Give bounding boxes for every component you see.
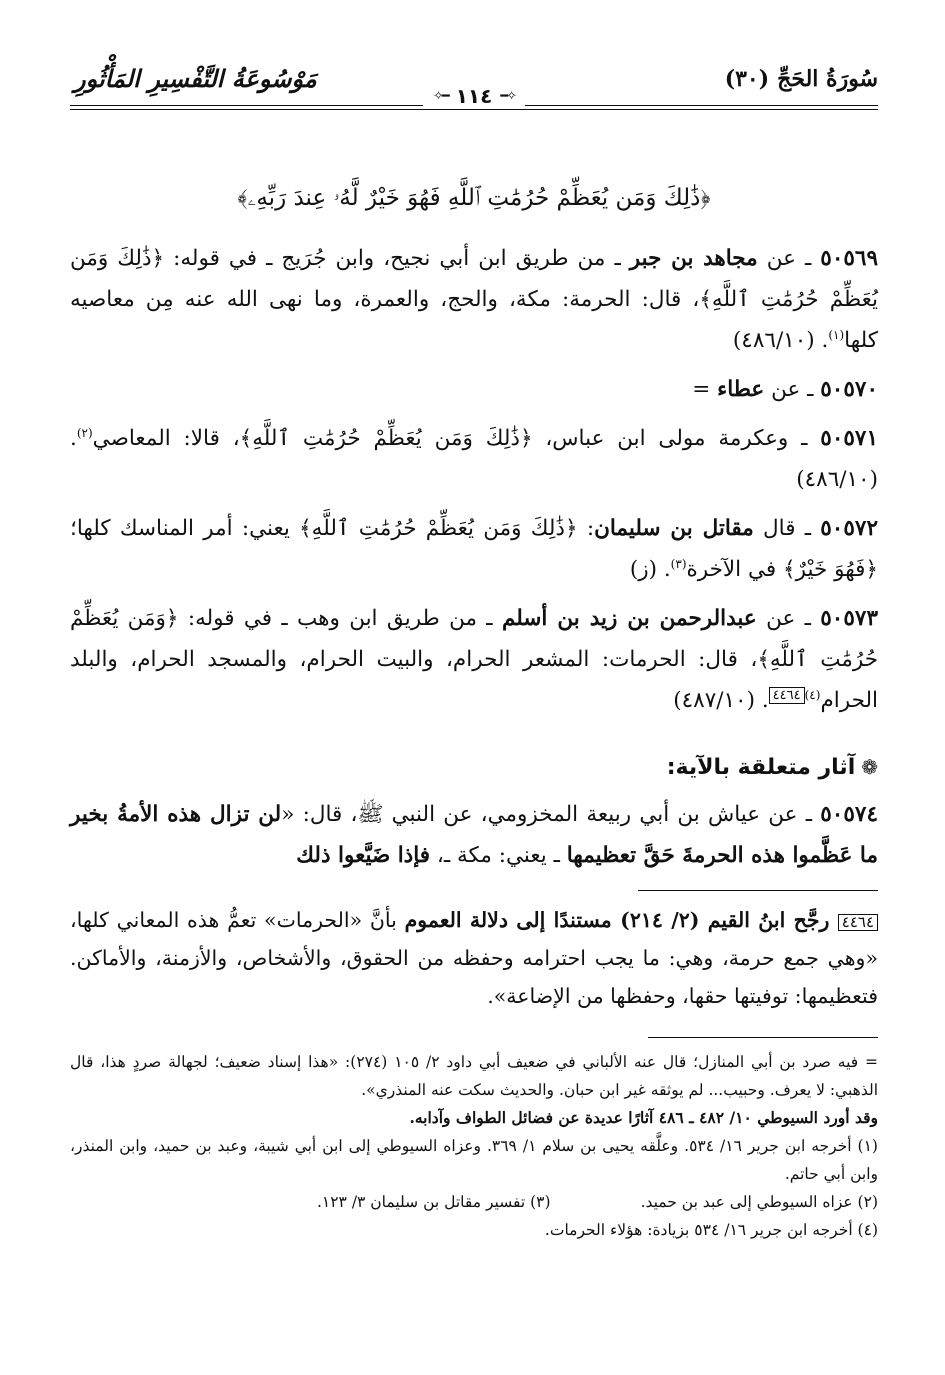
footnote-note: وقد أورد السيوطي ١٠/ ٤٨٢ ـ ٤٨٦ آثارًا عديدة عن فضائل الطواف وآدابه. bbox=[409, 1108, 878, 1127]
volume-reference: . (ز) bbox=[629, 557, 671, 582]
quran-quote: ﴿فَهُوَ خَيْرٌ﴾ bbox=[783, 557, 878, 582]
entry-number: ٥٠٥٧٣ bbox=[820, 606, 878, 631]
book-page bbox=[70, 62, 878, 1352]
footnote-continuation: = فيه صرد بن أبي المنازل؛ قال عنه الألباني في ضعيف أبي داود ٢/ ١٠٥ (٢٧٤): «هذا إسناد ضعيف؛ لجهالة صردٍ هذا، قال الذهبي: لا يعرف. وحبيب... لم يوثقه غير ابن حبان. والحديث سكت عنه المنذري». bbox=[70, 1053, 879, 1099]
surah-number: (٣٠) bbox=[724, 66, 770, 92]
entry-number: ٥٠٥٦٩ bbox=[820, 246, 879, 271]
page-header bbox=[70, 62, 878, 106]
entry-number: ٥٠٥٧١ bbox=[820, 426, 879, 451]
hadith-text: لن تزال هذه الأمةُ بخير ما عَظَّموا هذه الحرمةَ حَقَّ تعظيمها bbox=[70, 802, 878, 868]
narration-entry: ٥٠٥٧٠ ـ عن عطاء = bbox=[692, 377, 878, 402]
footnote-marker: (٢) bbox=[76, 425, 93, 440]
page-number-block bbox=[423, 84, 525, 108]
footnote-marker: (١) bbox=[828, 327, 845, 342]
narrator-name: عبدالرحمن بن زيد بن أسلم bbox=[501, 606, 757, 631]
narrator-name: مقاتل بن سليمان bbox=[594, 516, 754, 541]
footnote-marker: (٣) bbox=[670, 556, 687, 571]
quran-quote: ﴿ذَٰلِكَ وَمَن يُعَظِّمْ حُرُمَٰتِ ٱللَّهِ﴾ bbox=[299, 516, 578, 541]
footnote-row bbox=[70, 1188, 878, 1216]
verse-heading: ﴿ذَٰلِكَ وَمَن يُعَظِّمْ حُرُمَٰتِ ٱللَّهِ فَهُوَ خَيْرٌ لَّهُۥ عِندَ رَبِّهِۦ﴾ bbox=[237, 185, 711, 211]
narration-entry: ٥٠٥٧٣ ـ عن عبدالرحمن بن زيد بن أسلم ـ من طريق ابن وهب ـ في قوله: ﴿وَمَن يُعَظِّمْ حُرُمَٰتِ ٱللَّهِ﴾، قال: الحرمات: المشعر الحرام، والبيت الحرام، والمسجد الحرام، والبلد الحرام$^{(٤)}$٤٤٦٤. (٤٨٧/١٠) bbox=[70, 606, 878, 713]
volume-reference: . (٤٨٦/١٠) bbox=[732, 328, 829, 353]
commentary-box-number: ٤٤٦٤ bbox=[769, 687, 805, 704]
quran-quote: ﴿وَمَن يُعَظِّمْ حُرُمَٰتِ ٱللَّهِ﴾ bbox=[70, 606, 878, 672]
quran-quote: ﴿ذَٰلِكَ وَمَن يُعَظِّمْ حُرُمَٰتِ ٱللَّهِ﴾ bbox=[70, 246, 878, 312]
footnotes bbox=[70, 1048, 878, 1244]
book-title: مَوْسُوعَةُ التَّفْسِيرِ المَأْثُورِ bbox=[74, 64, 317, 93]
flower-icon: ❁ bbox=[861, 755, 878, 779]
footnote-3: (٣) تفسير مقاتل بن سليمان ٣/ ١٢٣. bbox=[316, 1193, 551, 1211]
entry-number: ٥٠٥٧٤ bbox=[820, 802, 878, 827]
narrator-name: عطاء bbox=[717, 377, 765, 402]
volume-reference: . (٤٨٧/١٠) bbox=[673, 688, 769, 713]
commentary-box-number: ٤٤٦٤ bbox=[838, 914, 878, 931]
page-number: ١١٤ bbox=[455, 84, 493, 108]
footnote-marker: (٤) bbox=[804, 687, 821, 702]
footnote-separator bbox=[648, 1037, 878, 1038]
entry-number: ٥٠٥٧٠ bbox=[820, 377, 878, 402]
volume-reference: . (٤٨٦/١٠) bbox=[70, 426, 878, 492]
narration-entry: ٥٠٥٧٤ ـ عن عياش بن أبي ربيعة المخزومي، عن النبي ﷺ، قال: «لن تزال هذه الأمةُ بخير ما عَظَّموا هذه الحرمةَ حَقَّ تعظيمها ـ يعني: مكة ـ، فإذا ضَيَّعوا ذلك bbox=[70, 802, 878, 868]
commentary-block: ٤٤٦٤ رجَّح ابنُ القيم (٢/ ٢١٤) مستندًا إلى دلالة العموم بأنَّ «الحرمات» تعمُّ هذه المعاني كلها، «وهي جمع حرمة، وهي: ما يجب احترامه وحفظه من الحقوق، والأشخاص، والأزمنة، والأماكن. فتعظيمها: توفيتها حقها، وحفظها من الإضاعة». bbox=[70, 908, 878, 1008]
surah-label: سُورَةُ الحَجِّ bbox=[777, 66, 878, 92]
ornament-icon: ━✧ bbox=[432, 88, 448, 104]
quran-quote: ﴿ذَٰلِكَ وَمَن يُعَظِّمْ حُرُمَٰتِ ٱللَّهِ﴾ bbox=[239, 426, 533, 451]
hadith-text: فإذا ضَيَّعوا ذلك bbox=[296, 843, 431, 868]
section-title: ❁آثار متعلقة بالآية: bbox=[666, 755, 878, 780]
footnote-1: (١) أخرجه ابن جرير ١٦/ ٥٣٤. وعلَّقه يحيى بن سلام ١/ ٣٦٩. وعزاه السيوطي إلى ابن أبي شيبة، وعبد بن حميد، وابن المنذر، وابن أبي حاتم. bbox=[70, 1137, 878, 1183]
narration-entry: ٥٠٥٧٢ ـ قال مقاتل بن سليمان: ﴿ذَٰلِكَ وَمَن يُعَظِّمْ حُرُمَٰتِ ٱللَّهِ﴾ يعني: أمر المناسك كلها؛ ﴿فَهُوَ خَيْرٌ﴾ في الآخرة$^{(٣)}$. (ز) bbox=[70, 516, 878, 582]
entry-number: ٥٠٥٧٢ bbox=[820, 516, 878, 541]
ornament-icon: ✧━ bbox=[500, 88, 516, 104]
footnote-4: (٤) أخرجه ابن جرير ١٦/ ٥٣٤ بزيادة: هؤلاء الحرمات. bbox=[544, 1221, 878, 1239]
footnote-2: (٢) عزاه السيوطي إلى عبد بن حميد. bbox=[640, 1193, 878, 1211]
surah-header bbox=[725, 66, 878, 92]
commentary-separator bbox=[638, 890, 878, 891]
narrator-name: مجاهد بن جبر bbox=[629, 246, 758, 271]
narration-entry: ٥٠٥٧١ ـ وعكرمة مولى ابن عباس، ﴿ذَٰلِكَ وَمَن يُعَظِّمْ حُرُمَٰتِ ٱللَّهِ﴾، قالا: المعاصي$^{(٢)}$. (٤٨٦/١٠) bbox=[70, 425, 879, 492]
narration-entry: ٥٠٥٦٩ ـ عن مجاهد بن جبر ـ من طريق ابن أبي نجيح، وابن جُرَيج ـ في قوله: ﴿ذَٰلِكَ وَمَن يُعَظِّمْ حُرُمَٰتِ ٱللَّهِ﴾، قال: الحرمة: مكة، والحج، والعمرة، وما نهى الله عنه مِن معاصيه كلها$^{(١)}$. (٤٨٦/١٠) bbox=[70, 246, 879, 353]
